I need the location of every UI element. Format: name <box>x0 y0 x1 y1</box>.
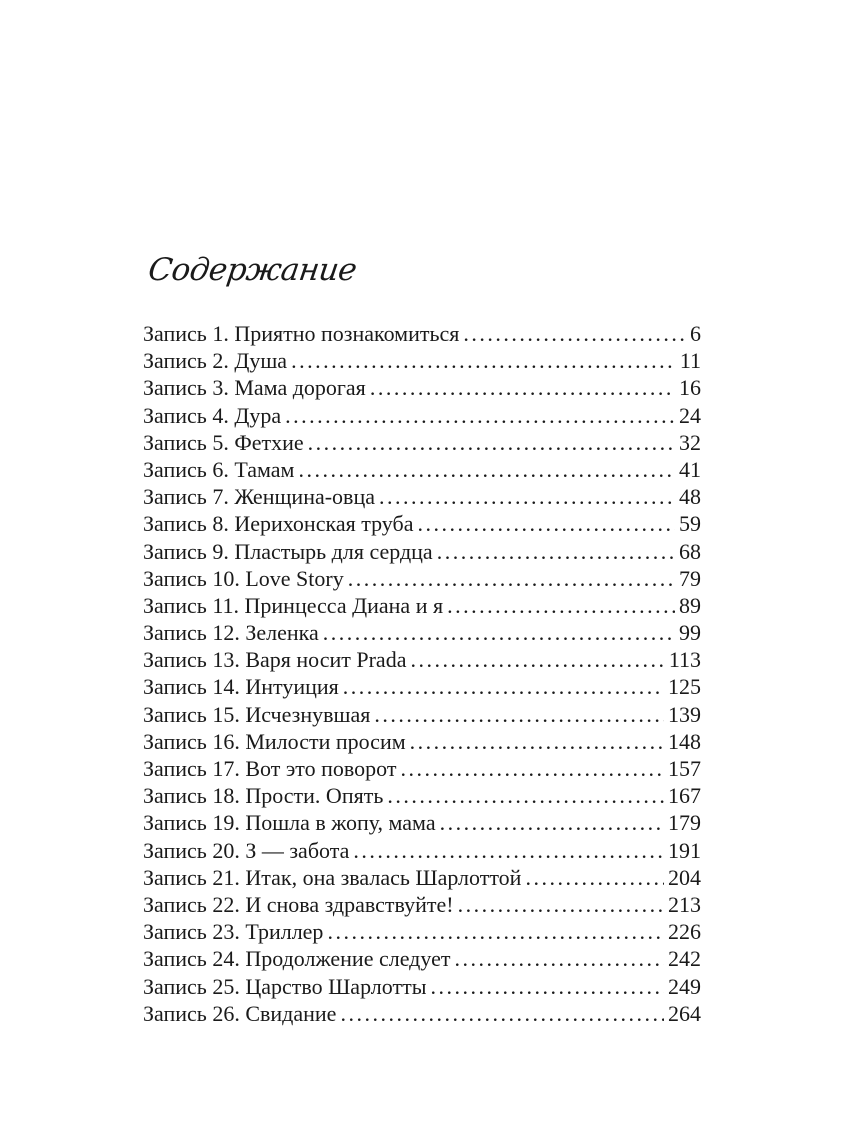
toc-entry-page-number: 11 <box>679 348 701 374</box>
toc-dot-leader <box>400 755 664 782</box>
toc-entry-page-number: 16 <box>679 375 701 401</box>
toc-dot-leader <box>437 538 675 565</box>
toc-entry-page-number: 113 <box>668 647 701 673</box>
toc-entry <box>143 891 701 918</box>
toc-entry-page-number: 249 <box>668 973 701 999</box>
toc-entry-title: Запись 14. Интуиция <box>143 674 339 700</box>
toc-entry-page-number: 41 <box>679 456 701 482</box>
toc-dot-leader <box>291 347 676 374</box>
toc-dot-leader <box>323 619 675 646</box>
toc-entry-title: Запись 10. Love Story <box>143 565 344 591</box>
toc-dot-leader <box>440 809 664 836</box>
toc-dot-leader <box>353 837 664 864</box>
toc-dot-leader <box>447 592 675 619</box>
toc-entry-page-number: 32 <box>679 429 701 455</box>
toc-entry <box>143 755 701 782</box>
toc-entry-title: Запись 21. Итак, она звалась Шарлоттой <box>143 864 522 890</box>
toc-entry-title: Запись 12. Зеленка <box>143 620 319 646</box>
toc-entry-page-number: 6 <box>690 321 701 346</box>
toc-dot-leader <box>343 673 664 700</box>
toc-entry <box>143 619 701 646</box>
toc-dot-leader <box>370 374 675 401</box>
toc-dot-leader <box>379 483 675 510</box>
toc-entry <box>143 728 701 755</box>
toc-entry-page-number: 148 <box>668 728 701 754</box>
toc-entry-page-number: 191 <box>668 837 701 863</box>
toc-entry <box>143 374 701 401</box>
toc-dot-leader <box>458 891 664 918</box>
toc-dot-leader <box>430 973 664 1000</box>
toc-dot-leader <box>525 864 664 891</box>
toc-entry <box>143 809 701 836</box>
toc-dot-leader <box>327 918 664 945</box>
toc-dot-leader <box>410 646 664 673</box>
toc-entry-page-number: 204 <box>668 864 701 890</box>
toc-entry-page-number: 24 <box>679 402 701 428</box>
toc-entry-title: Запись 11. Принцесса Диана и я <box>143 592 444 618</box>
toc-entry <box>143 701 701 728</box>
toc-entry-page-number: 59 <box>679 511 701 537</box>
toc-entry-title: Запись 20. З — забота <box>143 837 350 863</box>
toc-entry-title: Запись 6. Тамам <box>143 456 295 482</box>
toc-entry-page-number: 157 <box>668 756 701 781</box>
toc-entry-title: Запись 16. Милости просим <box>143 728 406 754</box>
toc-entry-title: Запись 25. Царство Шарлотты <box>143 973 427 999</box>
toc-dot-leader <box>374 701 664 728</box>
toc-entry-page-number: 125 <box>668 674 701 700</box>
toc-entry-page-number: 139 <box>668 701 701 727</box>
toc-entry <box>143 592 701 619</box>
toc-entry <box>143 973 701 1000</box>
toc-dot-leader <box>285 402 675 429</box>
toc-entry-page-number: 99 <box>679 620 701 646</box>
toc-entry-title: Запись 9. Пластырь для сердца <box>143 538 433 564</box>
toc-entry <box>143 1000 701 1027</box>
toc-entry-title: Запись 22. И снова здравствуйте! <box>143 891 454 917</box>
toc-entry <box>143 483 701 510</box>
toc-entry <box>143 864 701 891</box>
toc-entry-title: Запись 3. Мама дорогая <box>143 375 366 401</box>
toc-dot-leader <box>298 456 675 483</box>
toc-entry-page-number: 242 <box>668 946 701 972</box>
toc-entry <box>143 456 701 483</box>
toc-entry <box>143 945 701 972</box>
toc-entry-title: Запись 2. Душа <box>143 348 288 374</box>
toc-dot-leader <box>417 510 675 537</box>
toc-dot-leader <box>387 782 664 809</box>
toc-entry-title: Запись 7. Женщина-овца <box>143 484 375 510</box>
toc-entry-title: Запись 17. Вот это поворот <box>143 756 397 781</box>
toc-entry-title: Запись 24. Продолжение следует <box>143 946 451 972</box>
toc-entry <box>143 646 701 673</box>
toc-entry-title: Запись 8. Иерихонская труба <box>143 511 414 537</box>
toc-entry-title: Запись 5. Фетхие <box>143 429 304 455</box>
toc-entry <box>143 510 701 537</box>
toc-dot-leader <box>340 1000 664 1027</box>
toc-entry-page-number: 264 <box>668 1000 701 1026</box>
toc-entry-page-number: 226 <box>668 919 701 945</box>
toc-entry-title: Запись 19. Пошла в жопу, мама <box>143 810 436 836</box>
toc-dot-leader <box>463 320 686 347</box>
toc-entry-title: Запись 26. Свидание <box>143 1000 337 1026</box>
toc-entry-page-number: 179 <box>668 810 701 836</box>
toc-entry <box>143 320 701 347</box>
toc-entry-title: Запись 15. Исчезнувшая <box>143 701 371 727</box>
toc-dot-leader <box>308 429 675 456</box>
toc-heading: Содержание <box>146 252 359 288</box>
toc-entry-page-number: 48 <box>679 484 701 510</box>
toc-entry <box>143 837 701 864</box>
toc-entry-page-number: 89 <box>679 592 701 618</box>
toc-entry <box>143 402 701 429</box>
toc-entry-title: Запись 23. Триллер <box>143 919 324 945</box>
toc-entry-page-number: 68 <box>679 538 701 564</box>
toc-entry-title: Запись 18. Прости. Опять <box>143 783 384 809</box>
toc-entry-title: Запись 13. Варя носит Prada <box>143 647 407 673</box>
toc-dot-leader <box>410 728 664 755</box>
toc-entry-title: Запись 1. Приятно познакомиться <box>143 321 460 346</box>
toc-entry <box>143 918 701 945</box>
toc-entry <box>143 538 701 565</box>
toc-entry <box>143 673 701 700</box>
toc-entry-title: Запись 4. Дура <box>143 402 282 428</box>
toc-entry-page-number: 79 <box>679 565 701 591</box>
toc-entry <box>143 347 701 374</box>
toc-entry-page-number: 213 <box>668 891 701 917</box>
table-of-contents <box>143 320 701 1027</box>
toc-entry <box>143 565 701 592</box>
toc-dot-leader <box>348 565 675 592</box>
toc-entry <box>143 429 701 456</box>
toc-entry-page-number: 167 <box>668 783 701 809</box>
toc-dot-leader <box>454 945 664 972</box>
toc-entry <box>143 782 701 809</box>
